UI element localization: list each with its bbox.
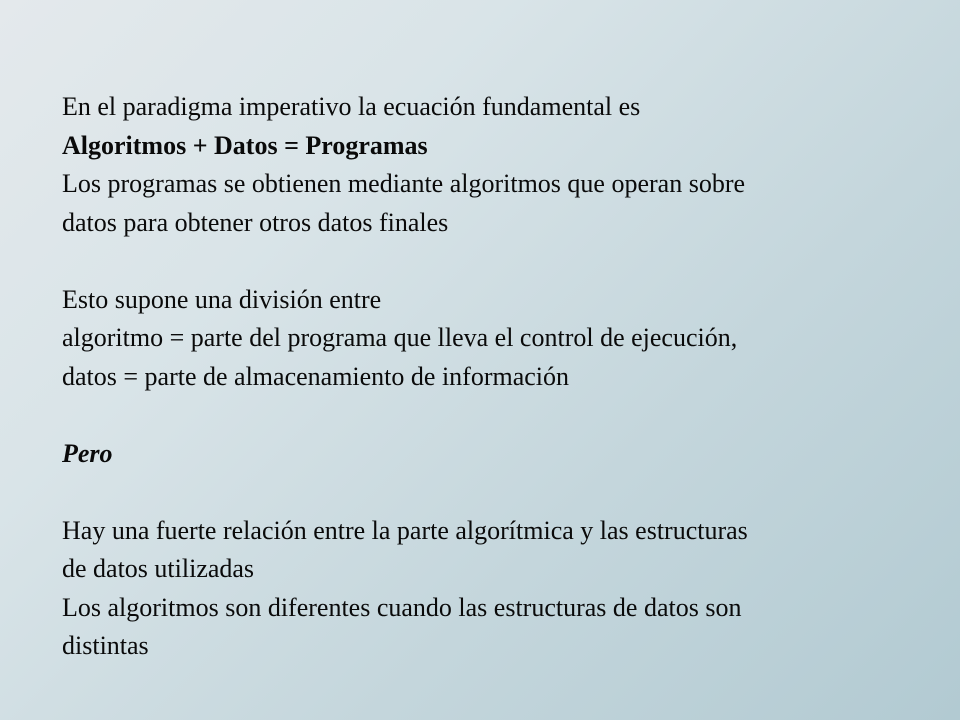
algorithm-definition-line: algoritmo = parte del programa que lleva el control de ejecución, bbox=[62, 323, 738, 352]
programs-description-line-2: datos para obtener otros datos finales bbox=[62, 207, 449, 237]
division-intro-line: Esto supone una división entre bbox=[62, 284, 382, 314]
spacer bbox=[62, 473, 922, 512]
pero-heading: Pero bbox=[62, 438, 113, 468]
relation-line-2: de datos utilizadas bbox=[62, 554, 255, 583]
algorithms-differ-line-1: Los algoritmos son diferentes cuando las estructuras de datos son bbox=[62, 592, 742, 622]
paradigm-intro-line: En el paradigma imperativo la ecuación fundamental es bbox=[62, 92, 641, 121]
relation-line-1: Hay una fuerte relación entre la parte algorítmica y las estructuras bbox=[62, 515, 748, 545]
data-definition-line: datos = parte de almacenamiento de información bbox=[62, 361, 570, 391]
spacer bbox=[62, 242, 922, 281]
programs-description-line-1: Los programas se obtienen mediante algoritmos que operan sobre bbox=[62, 169, 746, 198]
spacer bbox=[62, 396, 922, 435]
algorithms-differ-line-2: distintas bbox=[62, 631, 149, 660]
slide-text-body bbox=[62, 88, 922, 666]
equation-line: Algoritmos + Datos = Programas bbox=[62, 130, 428, 160]
